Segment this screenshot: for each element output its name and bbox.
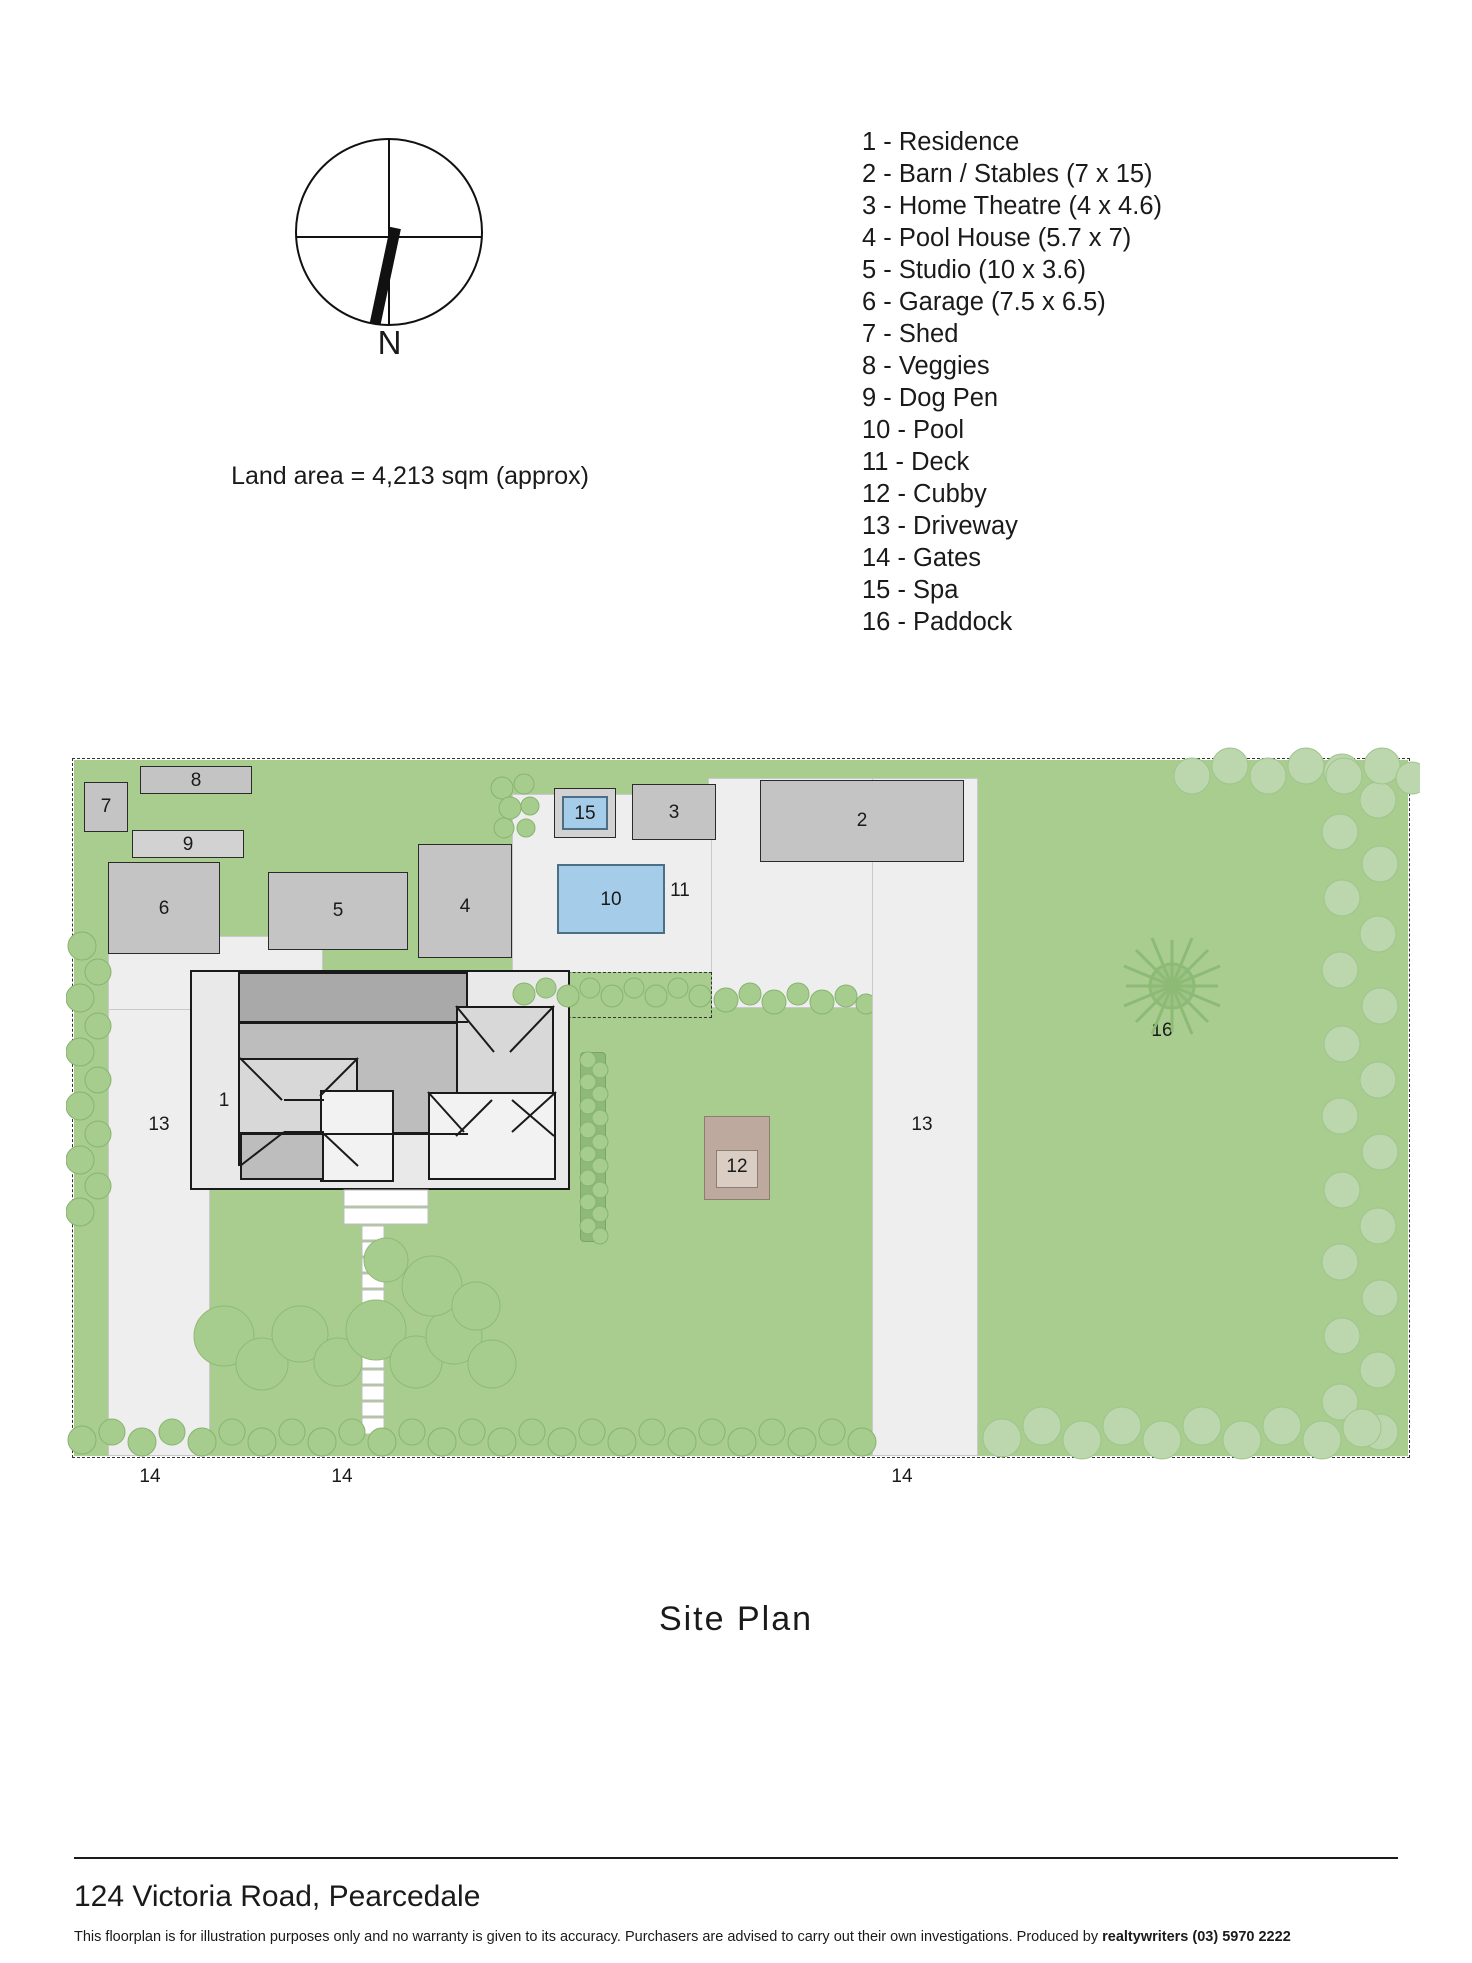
- hedge-central-texture-icon: [576, 1048, 612, 1248]
- footer-divider: [74, 1857, 1398, 1859]
- barn-stables-building: [760, 780, 964, 862]
- compass-north-label: N: [377, 324, 403, 361]
- boundary-shrubs-top-right-icon: [1170, 742, 1420, 802]
- plan-label-spa: 15: [574, 803, 596, 824]
- veggies-area: [140, 766, 252, 794]
- boundary-shrubs-right-icon: [1312, 748, 1422, 1458]
- plan-label-home-theatre: 3: [668, 802, 680, 823]
- garage-building: [108, 862, 220, 954]
- plan-label-residence: 1: [218, 1090, 230, 1111]
- plan-label-driveway-right: 13: [911, 1114, 933, 1135]
- land-area-text: Land area = 4,213 sqm (approx): [231, 462, 589, 490]
- boundary-shrubs-bottom-icon: [66, 1410, 886, 1466]
- hedge-pool-north-icon: [484, 772, 554, 842]
- legend-item-barn: 2 - Barn / Stables (7 x 15): [862, 160, 1153, 188]
- plan-label-shed: 7: [100, 796, 112, 817]
- legend-item-driveway: 13 - Driveway: [862, 512, 1018, 540]
- legend-item-deck: 11 - Deck: [862, 448, 970, 476]
- legend-item-garage: 6 - Garage (7.5 x 6.5): [862, 288, 1106, 316]
- producer-brand: realtywriters (03) 5970 2222: [1102, 1929, 1291, 1945]
- footer-disclaimer: [74, 1929, 1404, 1945]
- legend-item-paddock: 16 - Paddock: [862, 608, 1013, 636]
- hedge-pool-south-icon: [510, 972, 714, 1016]
- property-address: 124 Victoria Road, Pearcedale: [74, 1880, 481, 1913]
- front-garden-shrubs-icon: [180, 1194, 540, 1404]
- paddock-tree-icon: [1112, 926, 1232, 1046]
- legend-item-pool-house: 4 - Pool House (5.7 x 7): [862, 224, 1132, 252]
- legend-item-dog-pen: 9 - Dog Pen: [862, 384, 999, 412]
- plan-label-deck: 11: [670, 880, 690, 901]
- legend-item-pool: 10 - Pool: [862, 416, 965, 444]
- plan-label-cubby: 12: [726, 1156, 748, 1177]
- plan-label-driveway-left: 13: [148, 1114, 170, 1135]
- plan-label-pool-house: 4: [459, 896, 471, 917]
- legend-item-residence: 1 - Residence: [862, 128, 1020, 156]
- plan-label-garage: 6: [158, 898, 170, 919]
- hedge-east-of-deck-icon: [712, 980, 872, 1020]
- pool-water: [557, 864, 665, 934]
- legend-item-cubby: 12 - Cubby: [862, 480, 987, 508]
- legend-item-spa: 15 - Spa: [862, 576, 959, 604]
- plan-label-barn: 2: [856, 810, 868, 831]
- plan-label-gate-centre: 14: [331, 1466, 353, 1487]
- compass-rose: [290, 138, 500, 408]
- dog-pen-area: [132, 830, 244, 858]
- plan-label-dog-pen: 9: [182, 834, 194, 855]
- plan-label-pool: 10: [600, 889, 622, 910]
- spa-water: [562, 796, 608, 830]
- legend-item-veggies: 8 - Veggies: [862, 352, 990, 380]
- home-theatre-building: [632, 784, 716, 840]
- legend-item-gates: 14 - Gates: [862, 544, 982, 572]
- legend-item-studio: 5 - Studio (10 x 3.6): [862, 256, 1086, 284]
- studio-building: [268, 872, 408, 950]
- plan-label-gate-right: 14: [891, 1466, 913, 1487]
- paddock-shrubs-bottom-icon: [978, 1398, 1398, 1478]
- disclaimer-text: This floorplan is for illustration purposes only and no warranty is given to its accuracy. Purchasers are advised to carry out their own investigations. Produced by: [74, 1929, 1103, 1945]
- plan-label-studio: 5: [332, 900, 344, 921]
- site-plan-title: Site Plan: [658, 1600, 814, 1638]
- plan-label-veggies: 8: [190, 770, 202, 791]
- driveway-right: [872, 778, 978, 1456]
- legend-list: [862, 126, 1162, 638]
- shed-building: [84, 782, 128, 832]
- cubby-inner: [716, 1150, 758, 1188]
- legend-item-shed: 7 - Shed: [862, 320, 959, 348]
- boundary-shrubs-left-icon: [66, 928, 114, 1228]
- legend-item-home-theatre: 3 - Home Theatre (4 x 4.6): [862, 192, 1162, 220]
- plan-label-paddock: 16: [1151, 1020, 1173, 1041]
- site-plan-drawing: [72, 758, 1410, 1487]
- pool-house-building: [418, 844, 512, 958]
- plan-label-gate-left: 14: [139, 1466, 161, 1487]
